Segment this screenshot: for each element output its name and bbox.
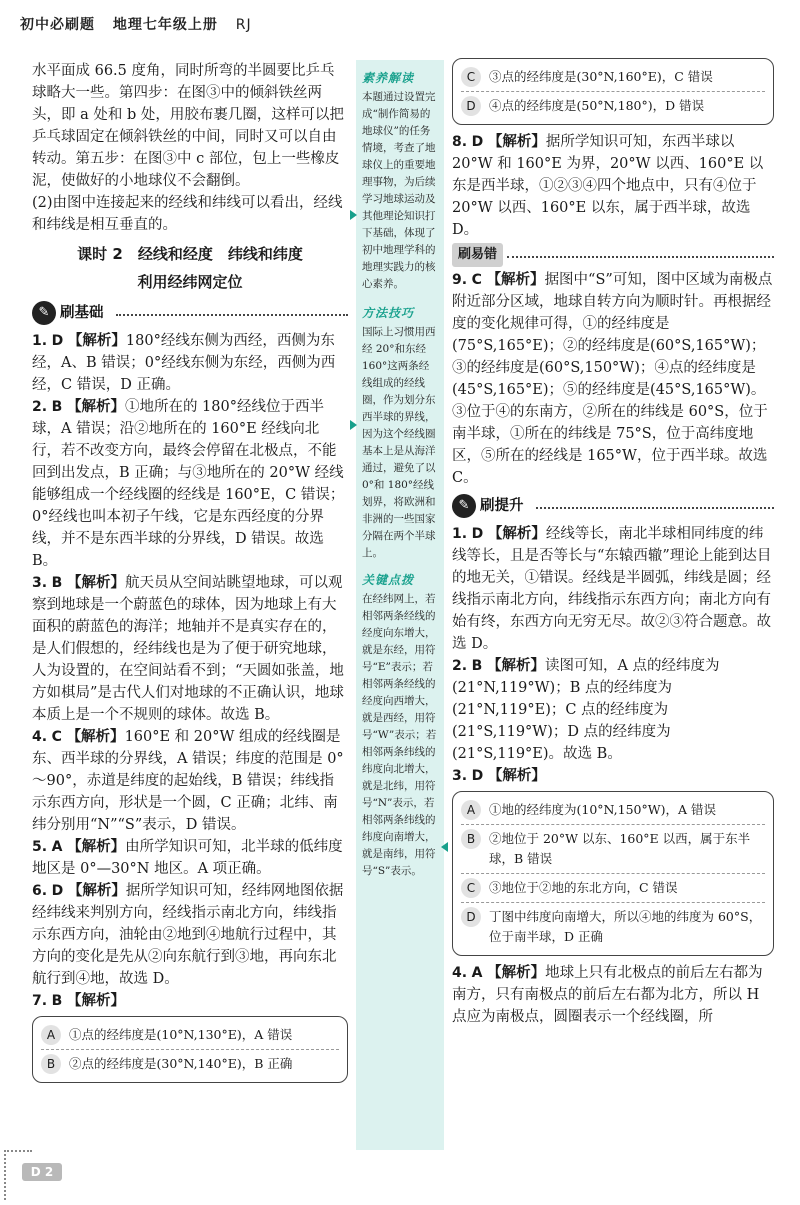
pointer-arrow-icon xyxy=(441,842,448,852)
analysis-tag: 【解析】 xyxy=(66,993,125,1009)
option-row xyxy=(461,796,765,825)
section-label: 刷提升 xyxy=(480,498,524,514)
option-row xyxy=(461,825,765,874)
option-row xyxy=(461,903,765,951)
answer-letter: D xyxy=(471,134,484,150)
option-box xyxy=(452,791,774,956)
analysis-tag: 【解析】 xyxy=(487,526,546,542)
option-row xyxy=(41,1050,339,1078)
answer-letter: D xyxy=(51,883,64,899)
option-row xyxy=(461,874,765,903)
option-text: ②地位于 20°W 以东、160°E 以西，属于东半球，B 错误 xyxy=(489,831,751,866)
question-item xyxy=(32,880,348,990)
option-box xyxy=(452,58,774,125)
option-letter: B xyxy=(41,1054,61,1074)
question-number: 5. xyxy=(32,839,48,855)
answer-letter: D xyxy=(51,333,64,349)
pointer-arrow-icon xyxy=(350,420,357,430)
option-letter: A xyxy=(461,800,481,820)
dotted-divider xyxy=(507,256,774,258)
question-text: 据图中“S”可知，图中区域为南极点附近部分区域，地球自转方向为顺时针。再根据经度的变化规律可得，①的经纬度是(75°S,165°E)；②的经纬度是(60°S,165°W)；③的经纬度是(60°S,150°W)；④点的经纬度是(45°S,165°E)；⑤的经纬度是(45°S,165°W)。③位于④的东南方，②所在的纬线是 60°S，位于南半球，①所在的纬线是 75°S，位于高纬度地区，⑤所在的经线是 165°W，位于西半球。故选 C。 xyxy=(452,272,773,486)
lesson-subtitle: 利用经纬网定位 xyxy=(137,273,243,291)
question-text: 180°经线东侧为西经，西侧为东经，A、B 错误；0°经线东侧为东经，西侧为西经，C 错误，D 正确。 xyxy=(32,333,336,393)
analysis-tag: 【解析】 xyxy=(66,729,125,745)
question-text: 据所学知识可知，东西半球以 20°W 和 160°E 为界，20°W 以西、160°E 以东是西半球，①②③④四个地点中，只有④位于 20°W 以西、160°E 以东，属于西半球，故选 D。 xyxy=(452,134,764,238)
option-text: ③点的经纬度是(30°N,160°E)，C 错误 xyxy=(489,69,713,84)
option-box xyxy=(32,1016,348,1083)
question-number: 3. xyxy=(452,768,468,784)
analysis-tag: 【解析】 xyxy=(487,965,546,981)
question-number: 7. xyxy=(32,993,48,1009)
dotted-divider xyxy=(536,507,775,509)
book-title: 初中必刷题 xyxy=(20,17,95,33)
pointer-arrow-icon xyxy=(350,210,357,220)
note-caption: 方法技巧 xyxy=(362,306,415,320)
option-row xyxy=(41,1021,339,1050)
analysis-tag: 【解析】 xyxy=(487,134,546,150)
option-letter: D xyxy=(461,907,481,927)
answer-letter: B xyxy=(51,993,63,1009)
option-letter: C xyxy=(461,67,481,87)
note-text: 在经纬网上，若相邻两条经线的经度向东增大，就是东经，用符号“E”表示；若相邻两条经线的经度向西增大，就是西经，用符号“W”表示；若相邻两条纬线的纬度向北增大，就是北纬，用符号“N”表示，若相邻两条纬线的纬度向南增大，就是南纬，用符号“S”表示。 xyxy=(362,593,437,877)
answer-letter: D xyxy=(471,768,484,784)
analysis-tag: 【解析】 xyxy=(67,883,126,899)
answer-letter: C xyxy=(51,729,62,745)
question-number: 2. xyxy=(32,399,48,415)
question-number: 1. xyxy=(32,333,48,349)
option-text: ①点的经纬度是(10°N,130°E)，A 错误 xyxy=(69,1027,293,1042)
note-text: 国际上习惯用西经 20°和东经 160°这两条经线组成的经线圈，作为划分东西半球的界线，因为这个经线圈基本上是从海洋通过，避免了以 0°和 180°经线划界，将欧洲和非洲的一些国家分隔在两个半球上。 xyxy=(362,326,436,559)
note-caption: 关键点拨 xyxy=(362,573,415,587)
question-item xyxy=(32,990,348,1012)
brush-icon: ✎ xyxy=(452,494,476,518)
section-label: 刷易错 xyxy=(452,243,503,267)
analysis-tag: 【解析】 xyxy=(66,575,125,591)
dotted-divider xyxy=(116,314,349,316)
question-item xyxy=(32,572,348,726)
section-label: 刷基础 xyxy=(60,305,104,321)
answer-letter: A xyxy=(51,839,63,855)
question-text: 160°E 和 20°W 组成的经线圈是东、西半球的分界线，A 错误；纬度的范围是 0°～90°，赤道是纬度的起始线，B 错误；纬线指示东西方向，形状是一个圆，C 正确；北纬、南纬分别用“N”“S”表示，D 错误。 xyxy=(32,729,344,833)
page-header xyxy=(20,14,780,38)
option-letter: B xyxy=(461,829,481,849)
question-item xyxy=(452,131,774,241)
analysis-tag: 【解析】 xyxy=(486,658,545,674)
question-item xyxy=(452,655,774,765)
answer-letter: B xyxy=(471,658,483,674)
question-item xyxy=(452,962,774,1028)
section-header xyxy=(32,298,348,328)
analysis-tag: 【解析】 xyxy=(67,839,126,855)
lesson-title: 课时 2 经线和经度 纬线和纬度 xyxy=(77,245,303,263)
question-number: 4. xyxy=(452,965,468,981)
option-text: ①地的经纬度为(10°N,150°W)，A 错误 xyxy=(489,802,716,817)
page-number: D 2 xyxy=(22,1163,62,1181)
question-number: 2. xyxy=(452,658,468,674)
brush-icon: ✎ xyxy=(32,301,56,325)
question-item xyxy=(32,836,348,880)
question-item xyxy=(452,269,774,489)
subject-title: 地理七年级上册 xyxy=(112,17,218,33)
corner-decoration xyxy=(4,1150,32,1152)
analysis-tag: 【解析】 xyxy=(487,768,546,784)
section-badge xyxy=(32,301,112,325)
option-row xyxy=(461,92,765,120)
intro-paragraph: (2)由图中连接起来的经线和纬线可以看出，经线和纬线是相互垂直的。 xyxy=(32,195,343,233)
option-letter: D xyxy=(461,96,481,116)
question-number: 6. xyxy=(32,883,48,899)
answer-letter: D xyxy=(471,526,484,542)
question-item xyxy=(452,765,774,787)
side-notes xyxy=(356,60,444,1150)
question-text: ①地所在的 180°经线位于西半球，A 错误；沿②地所在的 160°E 经线向北行，若不改变方向，最终会停留在北极点，不能回到出发点，B 正确；与③地所在的 20°W 经线能够组成一个经线圈的经线是 160°E，C 错误；0°经线也叫本初子午线，它是东西经度的分界线，并不是东西半球的分界线，D 错误。故选 B。 xyxy=(32,399,345,569)
corner-decoration xyxy=(4,1150,6,1200)
option-text: ②点的经纬度是(30°N,140°E)，B 正确 xyxy=(69,1056,293,1071)
left-column xyxy=(32,60,348,1089)
answer-letter: A xyxy=(471,965,483,981)
question-number: 9. xyxy=(452,272,468,288)
analysis-tag: 【解析】 xyxy=(67,333,126,349)
section-badge xyxy=(452,494,532,518)
question-item xyxy=(32,726,348,836)
question-text: 据所学知识可知，经纬网地图依据经纬线来判别方向，经线指示南北方向，纬线指示东西方向，油轮由②地到④地航行过程中，其方向的变化是先从②向东航行到③地，再向东北航行到④地，故选 D。 xyxy=(32,883,344,987)
analysis-tag: 【解析】 xyxy=(486,272,545,288)
answer-letter: C xyxy=(471,272,482,288)
right-column xyxy=(452,60,774,1028)
option-letter: C xyxy=(461,878,481,898)
option-text: 丁图中纬度向南增大，所以④地的纬度为 60°S，位于南半球，D 正确 xyxy=(489,909,762,944)
question-number: 4. xyxy=(32,729,48,745)
question-number: 1. xyxy=(452,526,468,542)
question-item xyxy=(32,396,348,572)
analysis-tag: 【解析】 xyxy=(66,399,125,415)
question-text: 地球上只有北极点的前后左右都为南方，只有南极点的前后左右都为北方，所以 H 点应为南极点，圆圈表示一个经线圈，所 xyxy=(452,965,763,1025)
option-text: ③地位于②地的东北方向，C 错误 xyxy=(489,880,678,895)
answer-letter: B xyxy=(51,575,63,591)
intro-paragraph: 水平面成 66.5 度角，同时所弯的半圆要比乒乓球略大一些。第四步：在图③中的倾斜铁丝两头，即 a 处和 b 处，用胶布裹几圈，这样可以把乒乓球固定在倾斜铁丝的中间，同时又可以自由转动。第五步：在图③中 c 部位，包上一些橡皮泥，使做好的小地球仪不会翻倒。 xyxy=(32,63,344,189)
answer-letter: B xyxy=(51,399,63,415)
question-item xyxy=(452,523,774,655)
section-header xyxy=(452,491,774,521)
edition-label: RJ xyxy=(235,17,252,33)
question-text: 经线等长，南北半球相同纬度的纬线等长，且是否等长与“东辕西辙”理论上能到达目的地无关，①错误。经线是半圆弧，纬线是圆；经线指示南北方向，纬线指示东西方向；南北方向有始有终，东西方向无穷无尽。故②③符合题意。故选 D。 xyxy=(452,526,772,652)
question-text: 读图可知，A 点的经纬度为(21°N,119°W)；B 点的经纬度为(21°N,119°E)；C 点的经纬度为(21°S,119°W)；D 点的经纬度为(21°S,119°E)。故选 B。 xyxy=(452,658,720,762)
question-number: 3. xyxy=(32,575,48,591)
option-text: ④点的经纬度是(50°N,180°)，D 错误 xyxy=(489,98,705,113)
question-text: 航天员从空间站眺望地球，可以观察到地球是一个蔚蓝色的球体，因为地球上有大面积的蔚蓝色的海洋；地轴并不是真实存在的，是人们假想的，经纬线也是为了便于研究地球，人为设置的，在空间站看不到；“天圆如张盖，地方如棋局”是古代人们对地球的不正确认识，地球本质上是一个不规则的球体。故选 B。 xyxy=(32,575,344,723)
question-text: 由所学知识可知，北半球的低纬度地区是 0°—30°N 地区。A 项正确。 xyxy=(32,839,343,877)
option-row xyxy=(461,63,765,92)
note-caption: 素养解读 xyxy=(362,71,415,85)
note-text: 本题通过设置完成“制作简易的地球仪”的任务情境，考查了地球仪上的重要地理事物，为后续学习地球运动及其他理论知识打下基础，体现了初中地理学科的地理实践力的核心素养。 xyxy=(362,91,436,290)
question-number: 8. xyxy=(452,134,468,150)
option-letter: A xyxy=(41,1025,61,1045)
section-header xyxy=(452,243,774,267)
question-item xyxy=(32,330,348,396)
